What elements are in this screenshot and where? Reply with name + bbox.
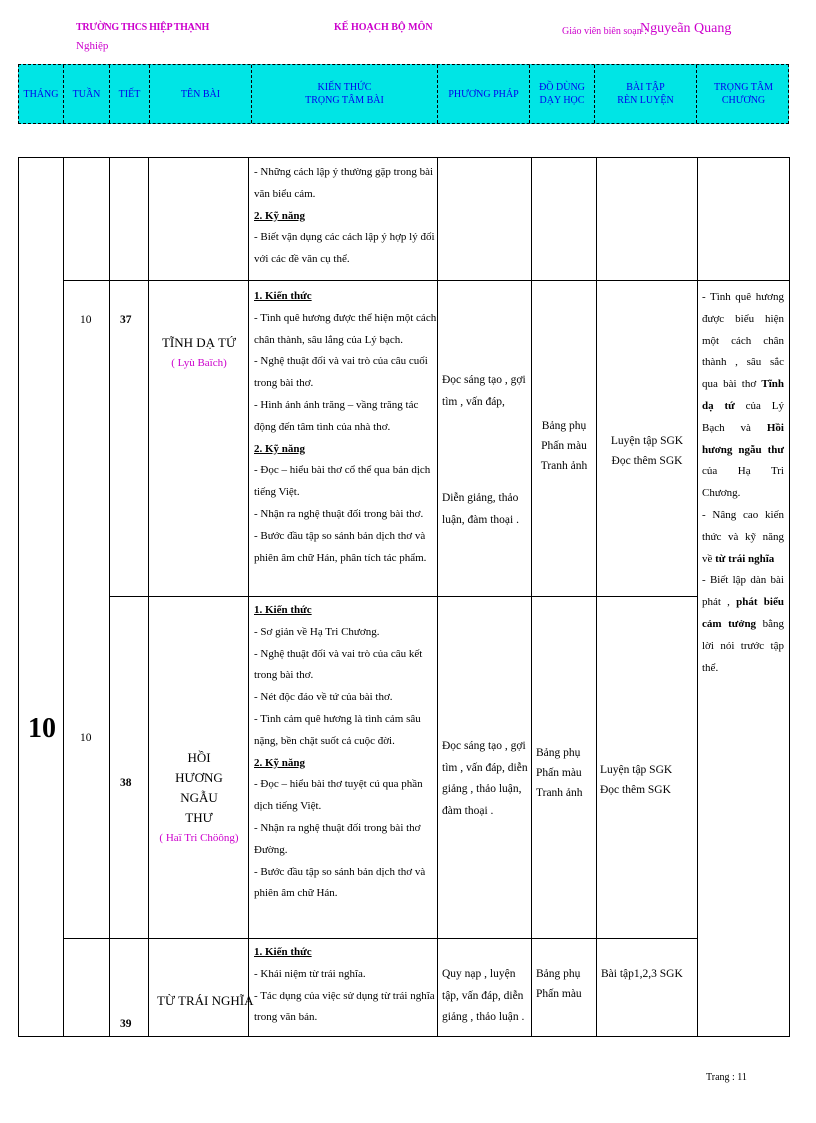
col-exercise: BÀI TẬP RÈN LUYỆN — [595, 65, 697, 123]
period-value: 38 — [120, 777, 132, 789]
school-name: TRƯỜNG THCS HIỆP THẠNH — [76, 22, 209, 33]
content-heading: 2. Kỹ năng — [254, 756, 306, 769]
content-line: - Đọc – hiểu bài thơ cổ thể qua bản dịch tiếng Việt. — [254, 464, 431, 499]
content-heading: 2. Kỹ năng — [254, 442, 306, 455]
materials-text: Bảng phụ Phấn màu — [536, 968, 582, 1000]
knowledge-content — [254, 942, 439, 1029]
method-text: Diễn giảng, thảo luận, đàm thoại . — [442, 492, 519, 526]
continuation-content — [254, 162, 439, 271]
lesson-author: ( Lyù Baïch) — [171, 357, 227, 369]
content-line: - Tác dụng của việc sử dụng từ trái nghĩa trong văn bản. — [254, 989, 435, 1024]
method-text: Đọc sáng tạo , gợi tìm , vấn đáp, diễn giảng , thảo luận, đàm thoại . — [442, 740, 528, 817]
content-line: - Sơ giản về Hạ Tri Chương. — [254, 625, 380, 638]
content-line: - Bước đầu tập so sánh bản dịch thơ và phiên âm chữ Hán, phân tích tác phẩm. — [254, 529, 427, 564]
plan-title: KẾ HOẠCH BỘ MÔN — [334, 22, 433, 33]
exercise-text: Luyện tập SGK Đọc thêm SGK — [610, 435, 684, 467]
week-value: 10 — [80, 732, 92, 744]
col-chapter-focus: TRỌNG TÂM CHƯƠNG — [714, 82, 773, 106]
method-text: Đọc sáng tạo , gợi tìm , vấn đáp, — [442, 374, 526, 408]
content-heading: 2. Kỹ năng — [254, 209, 306, 222]
content-line: - Biết vận dụng các cách lập ý hợp lý đối với các đề văn cụ thể. — [254, 231, 435, 266]
content-line: - Nghệ thuật đối và vai trò của câu cuối trong bài thơ. — [254, 355, 428, 390]
content-line: - Khái niệm từ trái nghĩa. — [254, 967, 366, 980]
lesson-author: ( Haï Tri Chöông) — [159, 832, 239, 844]
teacher-label: Giáo viên biên soạn : — [562, 26, 647, 37]
lesson-title: TỪ TRÁI NGHĨA — [157, 993, 254, 1008]
exercise-text: Luyện tập SGK Đọc thêm SGK — [600, 764, 673, 796]
content-line: - Bước đầu tập so sánh bản dịch thơ và phiên âm chữ Hán. — [254, 865, 426, 900]
content-line: - Đọc – hiểu bài thơ tuyệt cú qua phần dịch tiếng Việt. — [254, 778, 423, 813]
exercise-text: Bài tập1,2,3 SGK — [601, 968, 683, 980]
content-line: - Nét độc đáo về tứ của bài thơ. — [254, 691, 393, 704]
period-value: 39 — [120, 1018, 132, 1030]
knowledge-content — [254, 286, 439, 569]
chapter-focus: - Tình quê hương được biểu hiện một cách chân thành , sâu sắc qua bài thơ Tĩnh dạ tứ của Lý Bạch và Hồi hương ngẫu thư của Hạ Tri Chương. - Nâng cao kiến thức và kỹ năng về từ trái nghĩa - Biết lập dàn bài phát , phát biểu cảm tưởng bằng lời nói trước tập thể. — [702, 291, 784, 674]
content-line: - Nhận ra nghệ thuật đối trong bài thơ Đường. — [254, 821, 421, 856]
col-period: TIẾT — [110, 65, 150, 123]
content-heading: 1. Kiến thức — [254, 604, 312, 616]
week-value: 10 — [80, 314, 92, 326]
col-week: TUẦN — [64, 65, 110, 123]
content-line: - Tình cảm quê hương là tình cảm sâu nặng, bền chặt suốt cả cuộc đời. — [254, 712, 421, 747]
content-line: - Những cách lập ý thường gặp trong bài văn biểu cảm. — [254, 166, 434, 200]
col-materials: ĐỒ DÙNG DẠY HỌC — [530, 65, 595, 123]
materials-text: Bảng phụ Phấn màu Tranh ảnh — [540, 420, 588, 472]
method-text: Quy nạp , luyện tập, vấn đáp, diễn giảng , thảo luận . — [442, 968, 525, 1024]
knowledge-content — [254, 600, 439, 905]
content-heading: 1. Kiến thức — [254, 290, 312, 302]
content-line: - Nghệ thuật đối và vai trò của câu kết trong bài thơ. — [254, 647, 423, 682]
content-line: - Hình ảnh ánh trăng – vầng trăng tác động đến tâm tình của nhà thơ. — [254, 398, 419, 433]
lesson-title — [150, 333, 248, 373]
page-number: Trang : 11 — [706, 1072, 747, 1083]
teacher-name: Nguyeãn Quang — [640, 21, 732, 36]
materials-text: Bảng phụ Phấn màu Tranh ảnh — [536, 747, 583, 799]
period-value: 37 — [120, 314, 132, 326]
col-lesson-title: TÊN BÀI — [150, 65, 252, 123]
col-knowledge: KIẾN THỨC TRỌNG TÂM BÀI — [252, 65, 438, 123]
school-name-line2: Nghiệp — [76, 40, 109, 52]
content-heading: 1. Kiến thức — [254, 946, 312, 958]
lesson-title-text: HỒI HƯƠNG NGẪU THƯ — [175, 750, 223, 825]
content-line: - Tình quê hương được thể hiện một cách chân thành, sâu lắng của Lý bạch. — [254, 311, 437, 346]
lesson-title-text: TĨNH DẠ TỨ — [161, 335, 237, 350]
column-header-row — [18, 64, 789, 124]
lesson-title — [150, 748, 248, 848]
col-method: PHƯƠNG PHÁP — [438, 65, 530, 123]
month-value: 10 — [28, 713, 56, 744]
content-line: - Nhận ra nghệ thuật đối trong bài thơ. — [254, 507, 424, 520]
col-month: THÁNG — [19, 65, 64, 123]
